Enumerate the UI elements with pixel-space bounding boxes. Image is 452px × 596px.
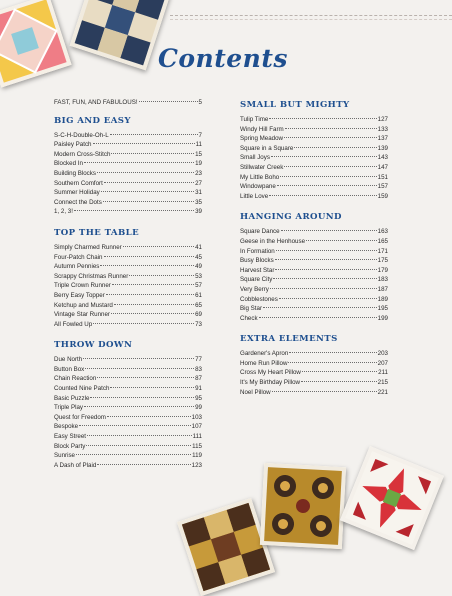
toc-entry-page: 221: [377, 388, 388, 396]
toc-entry-page: 157: [377, 183, 388, 191]
toc-entry-title: Summer Holiday: [54, 189, 100, 197]
quilt-block-brown-gold: [177, 498, 275, 596]
toc-entry-title: A Dash of Plaid: [54, 461, 97, 469]
toc-entry[interactable]: [240, 237, 388, 247]
toc-entry[interactable]: [54, 413, 202, 423]
toc-entry-title: Tulip Time: [240, 116, 269, 123]
stitch-line-top: [170, 15, 452, 16]
toc-entry-title: Triple Play: [54, 404, 83, 412]
toc-entry[interactable]: [240, 247, 388, 257]
toc-entry-page: 103: [191, 413, 202, 421]
toc-entry-page: 195: [377, 305, 388, 313]
toc-entry[interactable]: [54, 272, 202, 282]
toc-entry[interactable]: [54, 403, 202, 413]
toc-entry-title: Chain Reaction: [54, 375, 97, 383]
toc-entry[interactable]: [54, 432, 202, 442]
toc-entry-page: 73: [195, 320, 202, 328]
toc-section: [54, 226, 202, 329]
toc-entry[interactable]: [240, 134, 388, 144]
toc-entry[interactable]: [54, 159, 202, 169]
dot-leader: [100, 265, 194, 266]
toc-entry-page: 111: [192, 433, 202, 441]
toc-entry-page: 35: [195, 198, 202, 206]
dot-leader: [84, 162, 194, 163]
toc-column-right: [240, 98, 388, 406]
toc-entry-title: Square Dance: [240, 228, 280, 236]
toc-entry[interactable]: [240, 182, 388, 192]
toc-entry-title: Easy Street: [54, 433, 86, 441]
toc-entry-title: Modern Cross-Stitch: [54, 150, 111, 158]
toc-entry[interactable]: [240, 227, 388, 237]
toc-entry-title: Autumn Pennies: [54, 263, 100, 271]
toc-entry[interactable]: [54, 150, 202, 160]
toc-entry[interactable]: [54, 365, 202, 375]
toc-entry-title: Southern Comfort: [54, 179, 103, 187]
toc-entry-page: 99: [195, 404, 202, 412]
toc-entry-title: Harvest Star: [240, 266, 275, 274]
dot-leader: [289, 352, 376, 353]
toc-entry[interactable]: [54, 207, 202, 217]
toc-entry[interactable]: [54, 131, 202, 141]
toc-entry-page: 189: [377, 295, 388, 303]
toc-entry-page: 31: [195, 189, 202, 197]
section-heading: SMALL BUT MIGHTY: [240, 100, 350, 110]
toc-entry-title: Busy Blocks: [240, 257, 274, 265]
toc-section: [54, 114, 202, 217]
toc-entry-page: 143: [377, 154, 388, 162]
toc-entry-page: 151: [377, 173, 388, 181]
toc-entry[interactable]: [240, 295, 388, 305]
toc-entry-title: Sunrise: [54, 452, 75, 460]
dot-leader: [272, 391, 377, 392]
toc-entry-page: 175: [377, 257, 388, 265]
toc-entry-title: Counted Nine Patch: [54, 385, 110, 393]
dot-leader: [269, 118, 376, 119]
section-heading: THROW DOWN: [54, 340, 133, 351]
toc-entry[interactable]: [54, 394, 202, 404]
toc-entry-page: 11: [195, 141, 202, 149]
toc-entry-title: Triple Crown Runner: [54, 282, 111, 290]
toc-entry-title: Vintage Star Runner: [54, 311, 110, 319]
toc-entry-page: 57: [195, 282, 202, 290]
toc-entry-page: 65: [195, 301, 202, 309]
dot-leader: [104, 256, 195, 257]
toc-entry-page: 179: [377, 266, 388, 274]
toc-entry-title: Connect the Dots: [54, 198, 102, 206]
dot-leader: [273, 278, 376, 279]
dot-leader: [107, 416, 191, 417]
dot-leader: [279, 298, 377, 299]
toc-entry-page: 41: [195, 243, 202, 251]
toc-entry-title: Check: [240, 314, 258, 322]
dot-leader: [277, 185, 377, 186]
toc-entry-page: 5: [198, 99, 202, 106]
dot-leader: [111, 313, 194, 314]
toc-entry-page: 39: [195, 208, 202, 216]
dot-leader: [270, 288, 377, 289]
dot-leader: [275, 259, 377, 260]
quilt-block-circles-gold: [260, 463, 346, 549]
toc-entry-page: 19: [195, 160, 202, 168]
toc-entry-page: 119: [192, 452, 202, 460]
toc-entry-title: S-C-H-Double-Oh-L: [54, 131, 109, 139]
toc-entry[interactable]: [240, 192, 388, 202]
toc-entry[interactable]: [54, 140, 202, 150]
toc-entry-title: Very Berry: [240, 285, 269, 293]
toc-section: [54, 338, 202, 470]
toc-entry-title: It's My Birthday Pillow: [240, 379, 300, 387]
stitch-line-top-2: [170, 19, 452, 20]
toc-entry-title: Paisley Patch: [54, 141, 92, 149]
toc-entry-title: Block Party: [54, 442, 86, 450]
toc-entry[interactable]: [54, 281, 202, 291]
toc-entry-page: 159: [377, 192, 388, 200]
dot-leader: [93, 323, 194, 324]
toc-entry-title: Blocked In: [54, 160, 83, 168]
toc-entry-title: Big Star: [240, 305, 263, 313]
dot-leader: [84, 406, 194, 407]
dot-leader: [294, 147, 376, 148]
toc-entry-title: Button Box: [54, 365, 85, 373]
dot-leader: [302, 371, 377, 372]
dot-leader: [123, 246, 194, 247]
toc-entry-page: 207: [377, 359, 388, 367]
toc-entry[interactable]: [54, 310, 202, 320]
toc-entry-page: 115: [192, 442, 202, 450]
toc-entry-page: 15: [195, 150, 202, 158]
toc-entry-title: Building Blocks: [54, 169, 96, 177]
dot-leader: [79, 425, 191, 426]
toc-entry-page: 133: [377, 125, 388, 133]
toc-entry-page: 7: [198, 131, 202, 139]
dot-leader: [276, 250, 377, 251]
toc-entry-title: Windy Hill Farm: [240, 125, 284, 133]
dot-leader: [139, 101, 198, 102]
dot-leader: [104, 182, 194, 183]
dot-leader: [284, 166, 376, 167]
toc-entry-page: 83: [195, 365, 202, 373]
toc-entry[interactable]: [240, 388, 388, 398]
toc-entry-page: 91: [195, 385, 202, 393]
toc-entry[interactable]: [54, 355, 202, 365]
toc-entry[interactable]: [240, 359, 388, 369]
toc-entry-title: Little Love: [240, 192, 269, 200]
toc-entry-page: 171: [377, 247, 388, 255]
toc-entry-page: 69: [195, 311, 202, 319]
toc-entry-page: 165: [377, 237, 388, 245]
dot-leader: [90, 397, 194, 398]
toc-entry-page: 163: [377, 228, 388, 236]
toc-entry-page: 187: [377, 285, 388, 293]
toc-entry[interactable]: [240, 256, 388, 266]
toc-entry-page: 49: [195, 263, 202, 271]
toc-entry[interactable]: [54, 320, 202, 330]
toc-entry[interactable]: [240, 368, 388, 378]
toc-entry-title: Cross My Heart Pillow: [240, 369, 301, 377]
toc-entry[interactable]: [54, 374, 202, 384]
toc-entry[interactable]: [54, 461, 202, 471]
toc-entry[interactable]: [240, 314, 388, 324]
toc-entry-title: Simply Charmed Runner: [54, 243, 122, 251]
toc-entry-title: Home Run Pillow: [240, 359, 288, 367]
toc-entry-title: Quest for Freedom: [54, 413, 106, 421]
toc-entry-page: 27: [195, 179, 202, 187]
dot-leader: [97, 464, 190, 465]
dot-leader: [110, 134, 198, 135]
toc-entry-title: Square in a Square: [240, 144, 294, 152]
dot-leader: [284, 137, 377, 138]
dot-leader: [110, 387, 194, 388]
dot-leader: [280, 176, 376, 177]
dot-leader: [114, 304, 194, 305]
dot-leader: [111, 153, 194, 154]
section-heading: TOP THE TABLE: [54, 227, 140, 238]
toc-entry[interactable]: [240, 378, 388, 388]
dot-leader: [259, 317, 377, 318]
toc-entry[interactable]: [54, 179, 202, 189]
toc-entry-title: Square City: [240, 276, 273, 284]
toc-entry-intro[interactable]: [54, 98, 202, 108]
dot-leader: [76, 454, 191, 455]
dot-leader: [301, 381, 377, 382]
toc-entry-page: 211: [378, 369, 388, 377]
toc-entry[interactable]: [240, 173, 388, 183]
toc-entry-title: Spring Meadow: [240, 135, 283, 143]
toc-column-left: [54, 98, 202, 479]
toc-entry-title: Cobblestones: [240, 295, 278, 303]
toc-entry-title: Four-Patch Chain: [54, 253, 103, 261]
toc-section: [240, 332, 388, 397]
dot-leader: [288, 362, 376, 363]
toc-entry[interactable]: [240, 275, 388, 285]
toc-entry[interactable]: [54, 384, 202, 394]
toc-entry[interactable]: [240, 144, 388, 154]
dot-leader: [306, 240, 377, 241]
quilt-block-red-star: [340, 446, 444, 550]
toc-entry[interactable]: [240, 115, 388, 125]
dot-leader: [103, 201, 194, 202]
toc-entry-title: Stillwater Creek: [240, 163, 284, 171]
toc-entry[interactable]: [240, 125, 388, 135]
toc-entry[interactable]: [240, 285, 388, 295]
dot-leader: [83, 358, 194, 359]
toc-entry[interactable]: [54, 169, 202, 179]
dot-leader: [86, 445, 191, 446]
toc-entry-page: 107: [191, 423, 202, 431]
toc-entry-title: Scrappy Christmas Runner: [54, 272, 129, 280]
dot-leader: [97, 377, 194, 378]
toc-entry[interactable]: [54, 253, 202, 263]
toc-entry-title: Windowpane: [240, 183, 276, 191]
dot-leader: [285, 128, 377, 129]
toc-entry-page: 77: [195, 356, 202, 364]
dot-leader: [93, 143, 195, 144]
toc-entry[interactable]: [240, 349, 388, 359]
toc-entry-title: Geese in the Henhouse: [240, 237, 306, 245]
toc-entry[interactable]: [54, 291, 202, 301]
dot-leader: [275, 269, 376, 270]
toc-entry-title: Due North: [54, 356, 83, 364]
toc-entry-page: 23: [195, 169, 202, 177]
toc-entry[interactable]: [240, 163, 388, 173]
toc-entry-page: 215: [377, 379, 388, 387]
toc-entry-title: Ketchup and Mustard: [54, 301, 113, 309]
toc-entry[interactable]: [54, 301, 202, 311]
toc-entry-title: Noel Pillow: [240, 388, 271, 396]
dot-leader: [129, 275, 194, 276]
dot-leader: [101, 191, 194, 192]
dot-leader: [281, 230, 377, 231]
toc-entry[interactable]: [240, 304, 388, 314]
toc-entry[interactable]: [240, 266, 388, 276]
dot-leader: [74, 210, 194, 211]
toc-entry-title: All Fowled Up: [54, 320, 93, 328]
toc-entry-title: In Formation: [240, 247, 275, 255]
dot-leader: [112, 284, 194, 285]
toc-entry[interactable]: [240, 153, 388, 163]
toc-entry-title: Basic Puzzle: [54, 394, 90, 402]
toc-entry-title: 1, 2, 3!: [54, 208, 73, 216]
toc-entry-page: 53: [195, 272, 202, 280]
dot-leader: [106, 294, 194, 295]
toc-entry-title: Small Joys: [240, 154, 270, 162]
toc-entry-page: 87: [195, 375, 202, 383]
toc-entry-page: 127: [377, 116, 388, 123]
toc-entry[interactable]: [54, 198, 202, 208]
section-heading: HANGING AROUND: [240, 212, 342, 223]
toc-entry[interactable]: [54, 262, 202, 272]
toc-entry-title: FAST, FUN, AND FABULOUS!: [54, 99, 138, 106]
toc-entry-page: 61: [195, 291, 202, 299]
dot-leader: [263, 307, 377, 308]
toc-section: [240, 98, 388, 201]
toc-entry-page: 45: [195, 253, 202, 261]
dot-leader: [271, 156, 377, 157]
toc-entry-title: Gardener's Apron: [240, 350, 289, 358]
toc-entry-page: 95: [195, 394, 202, 402]
toc-entry[interactable]: [54, 188, 202, 198]
toc-entry-title: Berry Easy Topper: [54, 291, 105, 299]
dot-leader: [87, 435, 192, 436]
toc-entry-page: 137: [377, 135, 388, 143]
toc-entry-title: Bespoke: [54, 423, 79, 431]
toc-entry-page: 147: [377, 163, 388, 171]
toc-entry-page: 139: [377, 144, 388, 152]
toc-entry-page: 183: [377, 276, 388, 284]
toc-entry[interactable]: [54, 451, 202, 461]
page-title: Contents: [157, 44, 288, 73]
toc-entry-title: My Little Boho: [240, 173, 280, 181]
toc-entry-page: 123: [191, 461, 202, 469]
dot-leader: [85, 368, 194, 369]
toc-entry-page: 203: [377, 350, 388, 358]
dot-leader: [97, 172, 194, 173]
toc-entry-page: 199: [377, 314, 388, 322]
toc-section: [240, 210, 388, 323]
section-heading: EXTRA ELEMENTS: [240, 334, 338, 345]
toc-entry[interactable]: [54, 422, 202, 432]
toc-entry[interactable]: [54, 243, 202, 253]
dot-leader: [269, 195, 376, 196]
toc-entry[interactable]: [54, 442, 202, 452]
section-heading: BIG AND EASY: [54, 115, 131, 126]
